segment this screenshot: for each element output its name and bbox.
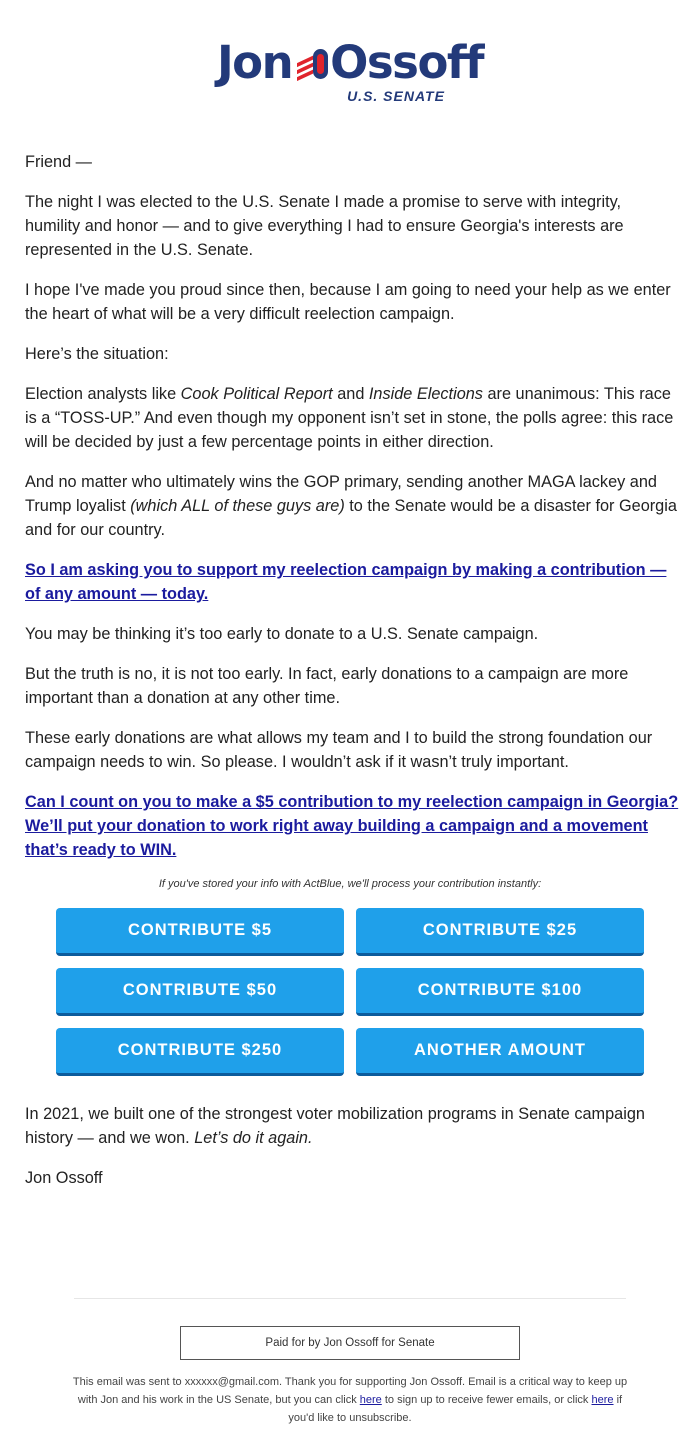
p5-italic: (which ALL of these guys are) bbox=[130, 497, 345, 515]
paragraph-4 bbox=[25, 382, 680, 454]
unsubscribe-link[interactable]: here bbox=[591, 1394, 614, 1406]
closing-text: In 2021, we built one of the strongest voter mobilization programs in Senate campaign history — and we won. bbox=[25, 1105, 645, 1147]
contribute-250-button[interactable]: CONTRIBUTE $250 bbox=[56, 1028, 344, 1076]
fine-print-c: if you'd like to unsubscribe. bbox=[288, 1394, 623, 1424]
contribute-50-button[interactable]: CONTRIBUTE $50 bbox=[56, 968, 344, 1016]
another-amount-button[interactable]: ANOTHER AMOUNT bbox=[356, 1028, 644, 1076]
fine-print-a: This email was sent to xxxxxx@gmail.com. Thank you for supporting Jon Ossoff. Email is a critical way to keep up with Jon and his work in the US Senate, but you can click bbox=[72, 1376, 628, 1406]
contribute-100-button[interactable]: CONTRIBUTE $100 bbox=[356, 968, 644, 1016]
paragraph-1: The night I was elected to the U.S. Senate I made a promise to serve with integrity, humility and honor — and to give everything I had to ensure Georgia's interests are represented in the U.S. Senate. bbox=[25, 193, 624, 259]
paragraph-2: I hope I've made you proud since then, because I am going to need your help as we enter the heart of what will be a very difficult reelection campaign. bbox=[25, 281, 671, 323]
paragraph-5 bbox=[25, 470, 680, 542]
footer-divider bbox=[74, 1298, 626, 1299]
fewer-emails-link[interactable]: here bbox=[359, 1394, 382, 1406]
contribute-25-button[interactable]: CONTRIBUTE $25 bbox=[356, 908, 644, 956]
contribution-button-grid bbox=[56, 908, 644, 1076]
p4-inside-elections: Inside Elections bbox=[368, 385, 483, 403]
p4-cook-political-report: Cook Political Report bbox=[180, 385, 333, 403]
fine-print-b: to sign up to receive fewer emails, or click bbox=[381, 1394, 592, 1406]
donate-link-five-dollars[interactable]: Can I count on you to make a $5 contribution to my reelection campaign in Georgia? We’ll put your donation to work right away building a campaign and a movement that’s ready to WIN. bbox=[25, 793, 679, 859]
p4-text-a: Election analysts like bbox=[25, 385, 181, 403]
logo-wordmark bbox=[217, 36, 483, 90]
campaign-logo bbox=[0, 36, 700, 116]
email-footer bbox=[0, 1298, 700, 1427]
logo-stripes-icon bbox=[295, 47, 329, 81]
donate-link-any-amount[interactable]: So I am asking you to support my reelection campaign by making a contribution — of any amount — today. bbox=[25, 561, 667, 603]
p4-text-b: and bbox=[332, 385, 369, 403]
logo-first-name: Jon bbox=[216, 36, 293, 89]
paragraph-6: You may be thinking it’s too early to donate to a U.S. Senate campaign. bbox=[25, 625, 539, 643]
closing-paragraph bbox=[25, 1102, 680, 1150]
footer-fine-print bbox=[70, 1373, 630, 1427]
logo-last-name: Ossoff bbox=[330, 36, 484, 89]
p4-text-c: are unanimous: This race is a “TOSS-UP.” And even though my opponent isn’t set in stone, the polls agree: this race will be decided by just a few percentage points in either direction. bbox=[25, 385, 674, 451]
paragraph-3: Here’s the situation: bbox=[25, 345, 169, 363]
closing-italic: Let’s do it again. bbox=[194, 1129, 313, 1147]
logo-subtitle: U.S. SENATE bbox=[347, 88, 445, 104]
p5-text-a: And no matter who ultimately wins the GOP primary, sending another MAGA lackey and Trump loyalist bbox=[25, 473, 657, 515]
contribute-5-button[interactable]: CONTRIBUTE $5 bbox=[56, 908, 344, 956]
salutation: Friend — bbox=[25, 153, 92, 171]
email-body bbox=[25, 150, 680, 1206]
paragraph-7: But the truth is no, it is not too early. In fact, early donations to a campaign are more important than a donation at any other time. bbox=[25, 665, 629, 707]
actblue-note: If you've stored your info with ActBlue, we'll process your contribution instantly: bbox=[158, 878, 542, 890]
signature: Jon Ossoff bbox=[25, 1169, 103, 1187]
paid-for-disclaimer: Paid for by Jon Ossoff for Senate bbox=[180, 1326, 520, 1360]
p5-text-b: to the Senate would be a disaster for Georgia and for our country. bbox=[25, 497, 677, 539]
paragraph-8: These early donations are what allows my team and I to build the strong foundation our campaign needs to win. So please. I wouldn’t ask if it wasn’t truly important. bbox=[25, 729, 653, 771]
